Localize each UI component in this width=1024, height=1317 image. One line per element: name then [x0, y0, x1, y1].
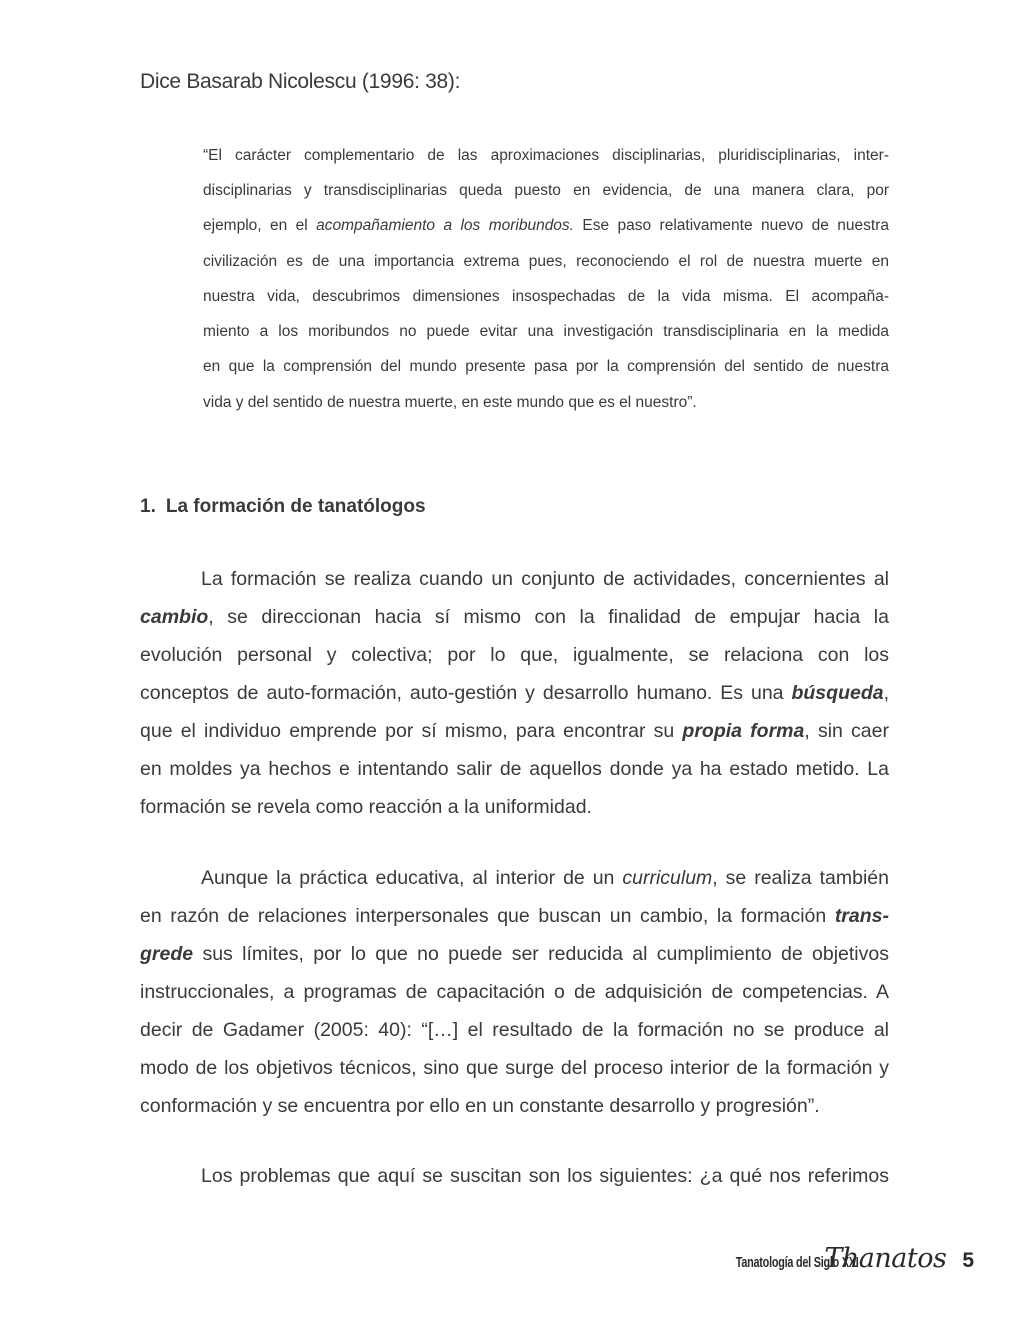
paragraph-line [140, 680, 889, 706]
paragraph-line: en moldes ya hechos e intentando salir de aquellos donde ya ha estado metido. La [140, 758, 889, 780]
section-title: La formación de tanatólogos [165, 496, 426, 517]
emphasis-text: cambio [140, 606, 209, 628]
paragraph-line: conformación y se encuentra por ello en un constante desarrollo y progresión”. [140, 1095, 820, 1117]
paragraph-text: , sin caer [804, 720, 889, 742]
paragraph-text: , se direccionan hacia sí mismo con la finalidad de empujar hacia la [208, 606, 889, 628]
emphasis-text: búsqueda [791, 682, 884, 704]
paragraph-line: instruccionales, a programas de capacitación o de adquisición de competencias. A [140, 981, 889, 1003]
quote-line: vida y del sentido de nuestra muerte, en este mundo que es el nuestro”. [203, 394, 697, 411]
paragraph-text: que el individuo emprende por sí mismo, para encontrar su [140, 720, 683, 742]
paragraph-line [140, 941, 889, 967]
paragraph-text: conceptos de auto-formación, auto-gestión y desarrollo humano. Es una [140, 682, 792, 704]
paragraph-line: modo de los objetivos técnicos, sino que surge del proceso interior de la formación y [140, 1057, 889, 1079]
paragraph-line: decir de Gadamer (2005: 40): “[…] el resultado de la formación no se produce al [140, 1019, 889, 1041]
page-number: 5 [962, 1249, 974, 1272]
paragraph-text: sus límites, por lo que no puede ser reducida al cumplimiento de objetivos [193, 943, 889, 965]
section-number: 1. [140, 496, 156, 517]
quote-text: Ese paso relativamente nuevo de nuestra [574, 217, 889, 234]
quote-line: “El carácter complementario de las aproximaciones disciplinarias, pluridisciplinarias, inter- [203, 147, 889, 164]
journal-logo: Thanatos [824, 1243, 947, 1274]
quote-line: civilización es de una importancia extrema pues, reconociendo el rol de nuestra muerte en [203, 253, 889, 270]
paragraph-line: Los problemas que aquí se suscitan son los siguientes: ¿a qué nos referimos [201, 1165, 889, 1187]
italic-text: curriculum [622, 867, 713, 889]
quote-line: nuestra vida, descubrimos dimensiones insospechadas de la vida misma. El acompaña- [203, 288, 889, 305]
paragraph-line: La formación se realiza cuando un conjunto de actividades, concernientes al [201, 568, 889, 590]
section-heading [140, 496, 426, 518]
publication-name: Tanatología del Siglo XXI [735, 1254, 859, 1271]
paragraph-text: , [883, 682, 889, 704]
quote-line [203, 216, 889, 236]
quote-text: ejemplo, en el [203, 217, 317, 234]
emphasis-text: trans- [834, 905, 889, 927]
paragraph-line: formación se revela como reacción a la uniformidad. [140, 796, 592, 818]
emphasis-text: grede [140, 943, 194, 965]
paragraph-text: , se realiza también [712, 867, 889, 889]
paragraph-line [140, 903, 889, 929]
paragraph-line [140, 604, 889, 630]
page-footer [688, 1243, 974, 1279]
paragraph-line [140, 718, 889, 744]
paragraph-line: evolución personal y colectiva; por lo que, igualmente, se relaciona con los [140, 644, 889, 666]
intro-line: Dice Basarab Nicolescu (1996: 38): [140, 70, 461, 93]
quote-line: disciplinarias y transdisciplinarias queda puesto en evidencia, de una manera clara, por [203, 182, 889, 199]
paragraph-text: Aunque la práctica educativa, al interior de un [201, 867, 623, 889]
emphasis-text: propia forma [682, 720, 805, 742]
quote-line: miento a los moribundos no puede evitar una investigación transdisciplinaria en la medida [203, 323, 889, 340]
paragraph-text: en razón de relaciones interpersonales que buscan un cambio, la formación [140, 905, 835, 927]
quote-line: en que la comprensión del mundo presente pasa por la comprensión del sentido de nuestra [203, 358, 889, 375]
quote-italic-text: acompañamiento a los moribundos. [316, 217, 574, 234]
paragraph-line [201, 865, 889, 891]
